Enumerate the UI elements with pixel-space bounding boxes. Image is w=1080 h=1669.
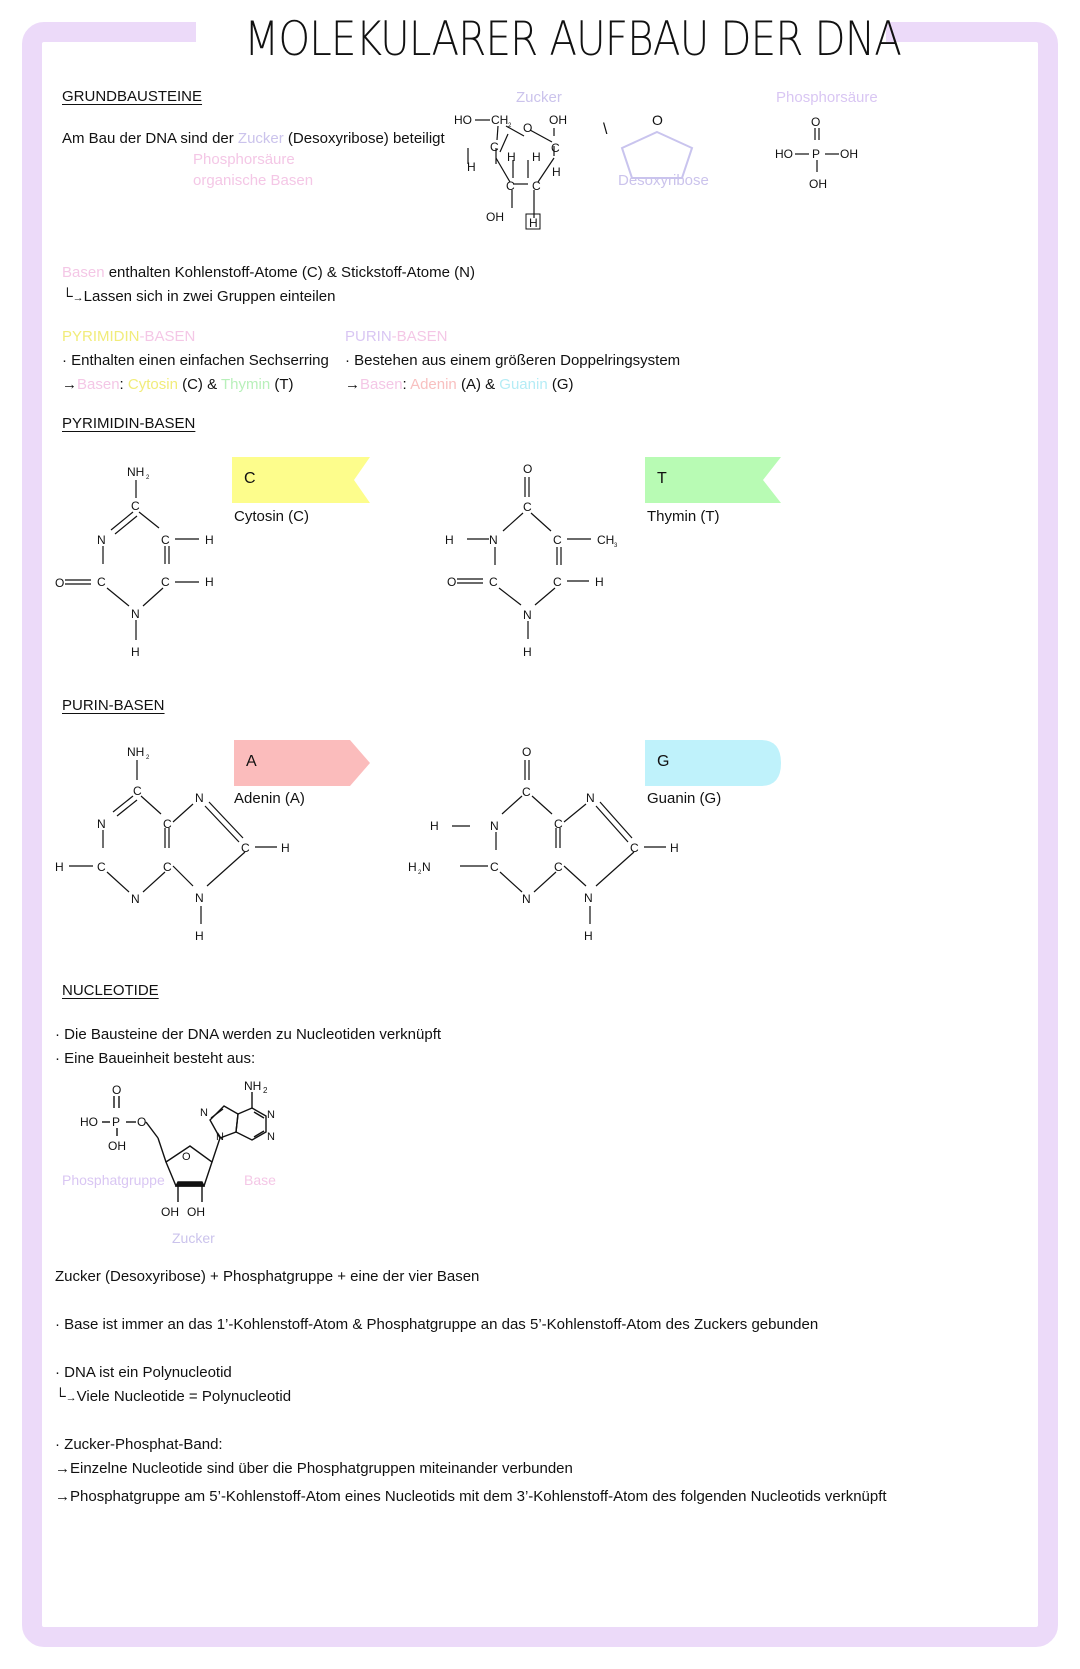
svg-text:O: O: [522, 745, 532, 759]
svg-text:N: N: [97, 533, 106, 547]
svg-text:OH: OH: [809, 177, 827, 191]
svg-text:N: N: [131, 892, 140, 906]
svg-text:NH: NH: [244, 1079, 262, 1093]
label-base: Base: [244, 1172, 276, 1188]
nucleotide-point-5: →Einzelne Nucleotide sind über die Phosphatgruppen miteinander verbunden: [55, 1460, 573, 1477]
nucleotide-point-1: · Base ist immer an das 1’-Kohlenstoff-Atom & Phosphatgruppe an das 5’-Kohlenstoff-Atom des Zuckers gebunden: [55, 1316, 819, 1333]
svg-text:HO: HO: [775, 147, 793, 161]
svg-text:2: 2: [508, 123, 512, 129]
svg-text:N: N: [522, 892, 531, 906]
svg-text:N: N: [195, 791, 204, 805]
svg-text:N: N: [267, 1131, 275, 1143]
svg-text:CH: CH: [597, 533, 615, 547]
nucleotide-heading: NUCLEOTIDE: [62, 982, 159, 999]
purin-heading: PURIN-BASEN: [62, 697, 165, 714]
svg-text:N: N: [97, 817, 106, 831]
purin-column-line: · Bestehen aus einem größeren Doppelringsystem: [345, 352, 681, 369]
svg-text:NH: NH: [127, 745, 145, 759]
svg-text:O: O: [112, 1083, 122, 1097]
svg-text:O: O: [55, 576, 65, 590]
svg-text:OH: OH: [840, 147, 858, 161]
svg-text:C: C: [554, 817, 563, 831]
svg-text:C: C: [532, 179, 541, 193]
svg-text:C: C: [489, 575, 498, 589]
svg-text:C: C: [161, 575, 170, 589]
svg-text:N: N: [131, 607, 140, 621]
grundbausteine-heading: GRUNDBAUSTEINE: [62, 88, 203, 105]
nucleotide-structure: [80, 1078, 300, 1228]
svg-text:H: H: [445, 533, 454, 547]
svg-text:N: N: [584, 891, 593, 905]
svg-text:O: O: [447, 575, 457, 589]
svg-text:C: C: [553, 575, 562, 589]
svg-text:C: C: [554, 860, 563, 874]
svg-text:H: H: [529, 216, 538, 230]
svg-text:O: O: [137, 1115, 147, 1129]
svg-text:H: H: [595, 575, 604, 589]
svg-text:H: H: [467, 160, 476, 174]
svg-text:C: C: [163, 817, 172, 831]
nucleotide-line-2: · Eine Baueinheit besteht aus:: [55, 1050, 256, 1067]
svg-text:NH: NH: [127, 465, 145, 479]
svg-text:N: N: [216, 1131, 224, 1143]
svg-text:O: O: [523, 121, 533, 135]
svg-text:P: P: [112, 1115, 121, 1129]
svg-text:H: H: [205, 575, 214, 589]
svg-text:C: C: [133, 784, 142, 798]
pyrimidin-column-bases: →Basen: Cytosin (C) & Thymin (T): [62, 376, 294, 393]
svg-text:OH: OH: [486, 210, 504, 224]
svg-text:H: H: [131, 645, 140, 659]
svg-text:H: H: [532, 150, 541, 164]
svg-text:C: C: [522, 785, 531, 799]
svg-text:N: N: [422, 860, 431, 874]
desoxyribose-structure: [448, 108, 608, 250]
svg-text:OH: OH: [161, 1205, 179, 1219]
card-letter: C: [244, 470, 256, 487]
card-letter: A: [246, 753, 257, 770]
phosphorsaeure-label: Phosphorsäure: [776, 89, 878, 106]
nucleotide-point-4: · Zucker-Phosphat-Band:: [55, 1436, 223, 1453]
zucker-label: Zucker: [516, 89, 562, 106]
purin-column-heading: PURIN-BASEN: [345, 328, 448, 345]
svg-text:CH: CH: [491, 113, 509, 127]
card-letter: G: [657, 753, 670, 770]
svg-text:N: N: [200, 1107, 208, 1119]
card-letter: T: [657, 470, 667, 487]
svg-text:2: 2: [146, 755, 150, 761]
svg-text:H: H: [507, 150, 516, 164]
svg-text:H: H: [281, 841, 290, 855]
svg-text:N: N: [267, 1109, 275, 1121]
svg-text:C: C: [553, 533, 562, 547]
nucleotide-point-3: └→Viele Nucleotide = Polynucleotid: [55, 1388, 292, 1405]
nucleotide-formula: Zucker (Desoxyribose) + Phosphatgruppe + eine der vier Basen: [55, 1268, 480, 1285]
svg-text:H: H: [205, 533, 214, 547]
adenin-name: Adenin (A): [234, 790, 305, 807]
svg-text:H: H: [408, 860, 417, 874]
svg-text:H: H: [670, 841, 679, 855]
svg-text:C: C: [241, 841, 250, 855]
svg-text:HO: HO: [454, 113, 472, 127]
svg-text:O: O: [523, 462, 533, 476]
svg-text:H: H: [584, 929, 593, 943]
svg-text:H: H: [552, 165, 561, 179]
svg-text:C: C: [523, 500, 532, 514]
svg-text:N: N: [489, 533, 498, 547]
grund-item-phosphorsaeure: Phosphorsäure: [193, 151, 295, 168]
svg-text:C: C: [630, 841, 639, 855]
nucleotide-point-6: →Phosphatgruppe am 5’-Kohlenstoff-Atom eines Nucleotids mit dem 3’-Kohlenstoff-Atom des folgenden Nucleotids verknüpft: [55, 1488, 887, 1505]
svg-text:N: N: [586, 791, 595, 805]
svg-text:2: 2: [146, 475, 150, 481]
svg-text:C: C: [551, 141, 560, 155]
svg-text:OH: OH: [549, 113, 567, 127]
svg-text:2: 2: [418, 870, 422, 876]
ring-oxygen: O: [652, 112, 663, 128]
structure-connector: \: [603, 121, 608, 138]
svg-text:H: H: [523, 645, 532, 659]
cytosin-structure: [55, 460, 235, 670]
svg-text:O: O: [182, 1151, 191, 1163]
desoxyribose-label: Desoxyribose: [618, 172, 709, 189]
svg-text:OH: OH: [187, 1205, 205, 1219]
svg-text:C: C: [506, 179, 515, 193]
pyrimidin-column-line: · Enthalten einen einfachen Sechserring: [62, 352, 329, 369]
basen-line-2: └→Lassen sich in zwei Gruppen einteilen: [62, 288, 336, 305]
nucleotide-point-2: · DNA ist ein Polynucleotid: [55, 1364, 232, 1381]
thymin-name: Thymin (T): [647, 508, 720, 525]
svg-text:H: H: [55, 860, 64, 874]
svg-text:3: 3: [614, 543, 618, 549]
grund-item-basen: organische Basen: [193, 172, 314, 189]
guanin-name: Guanin (G): [647, 790, 722, 807]
label-zucker: Zucker: [172, 1230, 215, 1246]
svg-text:C: C: [131, 499, 140, 513]
label-phosphatgruppe: Phosphatgruppe: [62, 1172, 165, 1188]
svg-text:N: N: [523, 608, 532, 622]
svg-text:P: P: [812, 147, 821, 161]
page-title: MOLEKULARER AUFBAU DER DNA: [244, 12, 901, 67]
svg-text:OH: OH: [108, 1139, 126, 1153]
svg-text:C: C: [490, 860, 499, 874]
svg-text:C: C: [490, 140, 499, 154]
guanin-structure: [408, 740, 680, 960]
svg-text:N: N: [490, 819, 499, 833]
svg-text:2: 2: [263, 1086, 268, 1095]
svg-text:C: C: [97, 860, 106, 874]
phosphorsaeure-structure: [775, 108, 865, 198]
svg-text:H: H: [195, 929, 204, 943]
pyrimidin-column-heading: PYRIMIDIN-BASEN: [62, 328, 196, 345]
svg-text:HO: HO: [80, 1115, 98, 1129]
thymin-structure: [445, 455, 625, 670]
svg-text:N: N: [195, 891, 204, 905]
svg-text:O: O: [811, 115, 821, 129]
nucleotide-line-1: · Die Bausteine der DNA werden zu Nucleotiden verknüpft: [55, 1026, 442, 1043]
basen-line-1: Basen enthalten Kohlenstoff-Atome (C) & Stickstoff-Atome (N): [62, 264, 475, 281]
cytosin-name: Cytosin (C): [234, 508, 310, 525]
svg-text:C: C: [163, 860, 172, 874]
purin-column-bases: →Basen: Adenin (A) & Guanin (G): [345, 376, 574, 393]
svg-text:C: C: [161, 533, 170, 547]
svg-text:H: H: [430, 819, 439, 833]
grund-intro: Am Bau der DNA sind der Zucker (Desoxyribose) beteiligt: [62, 130, 445, 147]
svg-text:C: C: [97, 575, 106, 589]
pyrimidin-heading: PYRIMIDIN-BASEN: [62, 415, 196, 432]
